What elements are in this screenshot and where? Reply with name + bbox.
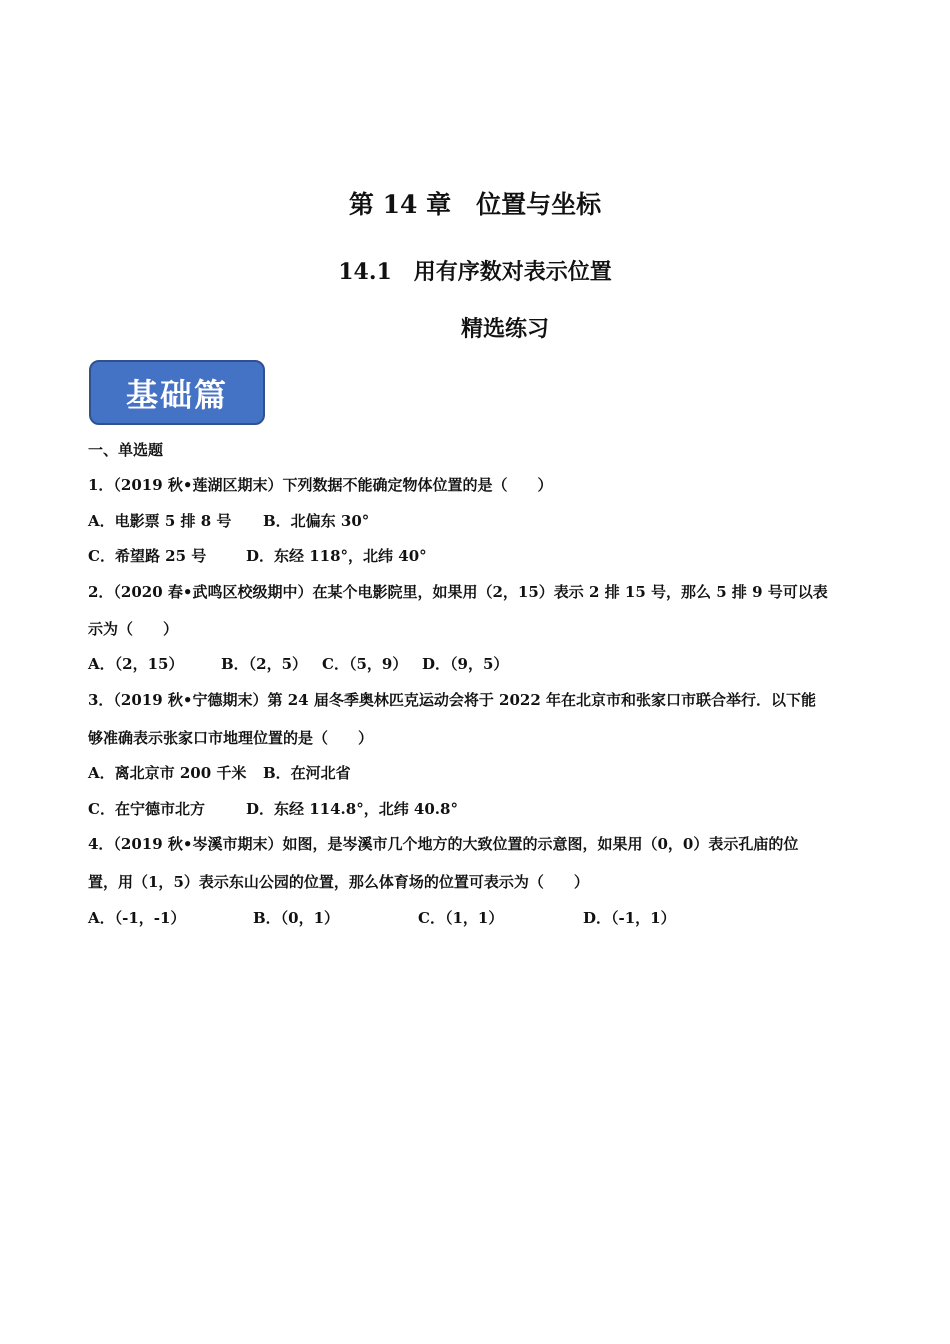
question-3-stem-line-2: 够准确表示张家口市地理位置的是（ ）: [88, 729, 374, 747]
question-2-stem-line-1: 2．（2020 春•武鸣区校级期中）在某个电影院里，如果用（2，15）表示 2 排 15 号，那么 5 排 9 号可以表: [88, 583, 828, 601]
question-2-option-a: A．（2，15）: [88, 655, 184, 673]
question-4-stem-line-2: 置，用（1，5）表示东山公园的位置，那么体育场的位置可表示为（ ）: [88, 873, 589, 891]
practice-title: 精选练习: [460, 316, 549, 342]
question-3-option-b: B．在河北省: [263, 764, 351, 782]
question-3-stem-line-1: 3．（2019 秋•宁德期末）第 24 届冬季奥林匹克运动会将于 2022 年在北京市和张家口市联合举行．以下能: [88, 691, 817, 709]
question-1-option-a: A．电影票 5 排 8 号: [88, 512, 232, 530]
question-1-options-row-2: [88, 546, 427, 566]
question-2-option-d: D．（9，5）: [422, 655, 509, 673]
question-3-option-d: D．东经 114.8°，北纬 40.8°: [246, 800, 458, 818]
question-1-stem: 1．（2019 秋•莲湖区期末）下列数据不能确定物体位置的是（ ）: [88, 476, 553, 494]
basic-level-badge: 基础篇: [89, 360, 265, 425]
question-3-options-row-2: [88, 799, 458, 819]
question-1-option-b: B．北偏东 30°: [263, 512, 370, 530]
question-4-stem-line-1: 4．（2019 秋•岑溪市期末）如图，是岑溪市几个地方的大致位置的示意图，如果用（0，0）表示孔庙的位: [88, 835, 799, 853]
section-heading: 一、单选题: [88, 441, 164, 459]
question-3-option-a: A．离北京市 200 千米: [88, 764, 247, 782]
question-2-options-row: [88, 654, 508, 674]
question-2-stem-line-2: 示为（ ）: [88, 620, 179, 638]
chapter-title: 第 14 章 位置与坐标: [348, 190, 602, 219]
section-title: 14.1 用有序数对表示位置: [338, 259, 612, 285]
question-3-options-row-1: [88, 763, 351, 783]
question-4-option-a: A．（-1，-1）: [88, 909, 186, 927]
question-4-option-c: C．（1，1）: [418, 909, 504, 927]
question-1-options-row-1: [88, 511, 369, 531]
question-4-option-d: D．（-1，1）: [583, 909, 676, 927]
question-4-option-b: B．（0，1）: [253, 909, 340, 927]
question-4-options-row: [88, 908, 676, 928]
question-1-option-d: D．东经 118°，北纬 40°: [246, 547, 427, 565]
question-2-option-c: C．（5，9）: [322, 655, 408, 673]
question-2-option-b: B．（2，5）: [221, 655, 308, 673]
question-3-option-c: C．在宁德市北方: [88, 800, 205, 818]
question-1-option-c: C．希望路 25 号: [88, 547, 207, 565]
